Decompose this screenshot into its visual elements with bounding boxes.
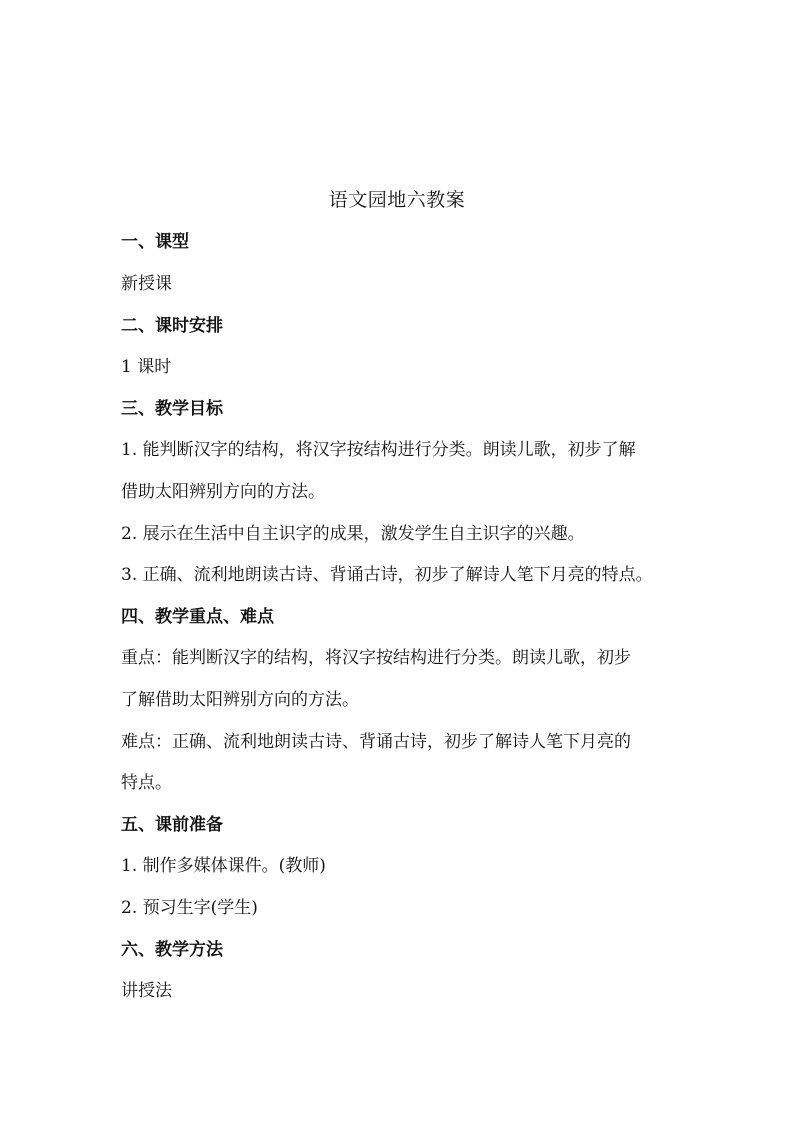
section-text-methods: 讲授法 [121, 981, 172, 1001]
section-text-lesson-type: 新授课 [121, 274, 172, 294]
section-text-schedule: 1 课时 [121, 357, 172, 377]
difficulty-line: 特点。 [121, 773, 172, 793]
objective-line: 1. 能判断汉字的结构，将汉字按结构进行分类。朗读儿歌，初步了解 [121, 440, 636, 460]
preparation-line: 1. 制作多媒体课件。(教师) [121, 856, 326, 876]
objective-line: 借助太阳辨别方向的方法。 [121, 482, 325, 502]
difficulty-line: 难点：正确、流利地朗读古诗、背诵古诗，初步了解诗人笔下月亮的 [121, 732, 631, 752]
objective-line: 3. 正确、流利地朗读古诗、背诵古诗，初步了解诗人笔下月亮的特点。 [121, 565, 653, 585]
section-heading-methods: 六、教学方法 [121, 940, 223, 960]
section-heading-schedule: 二、课时安排 [121, 316, 223, 336]
objective-line: 2. 展示在生活中自主识字的成果，激发学生自主识字的兴趣。 [121, 524, 585, 544]
section-heading-lesson-type: 一、课型 [121, 232, 189, 252]
section-heading-objectives: 三、教学目标 [121, 399, 223, 419]
key-point-line: 了解借助太阳辨别方向的方法。 [121, 690, 359, 710]
section-heading-preparation: 五、课前准备 [121, 815, 223, 835]
preparation-line: 2. 预习生字(学生) [121, 898, 258, 918]
document-title: 语文园地六教案 [328, 189, 466, 211]
section-heading-key-points: 四、教学重点、难点 [121, 607, 274, 627]
key-point-line: 重点：能判断汉字的结构，将汉字按结构进行分类。朗读儿歌，初步 [121, 648, 631, 668]
